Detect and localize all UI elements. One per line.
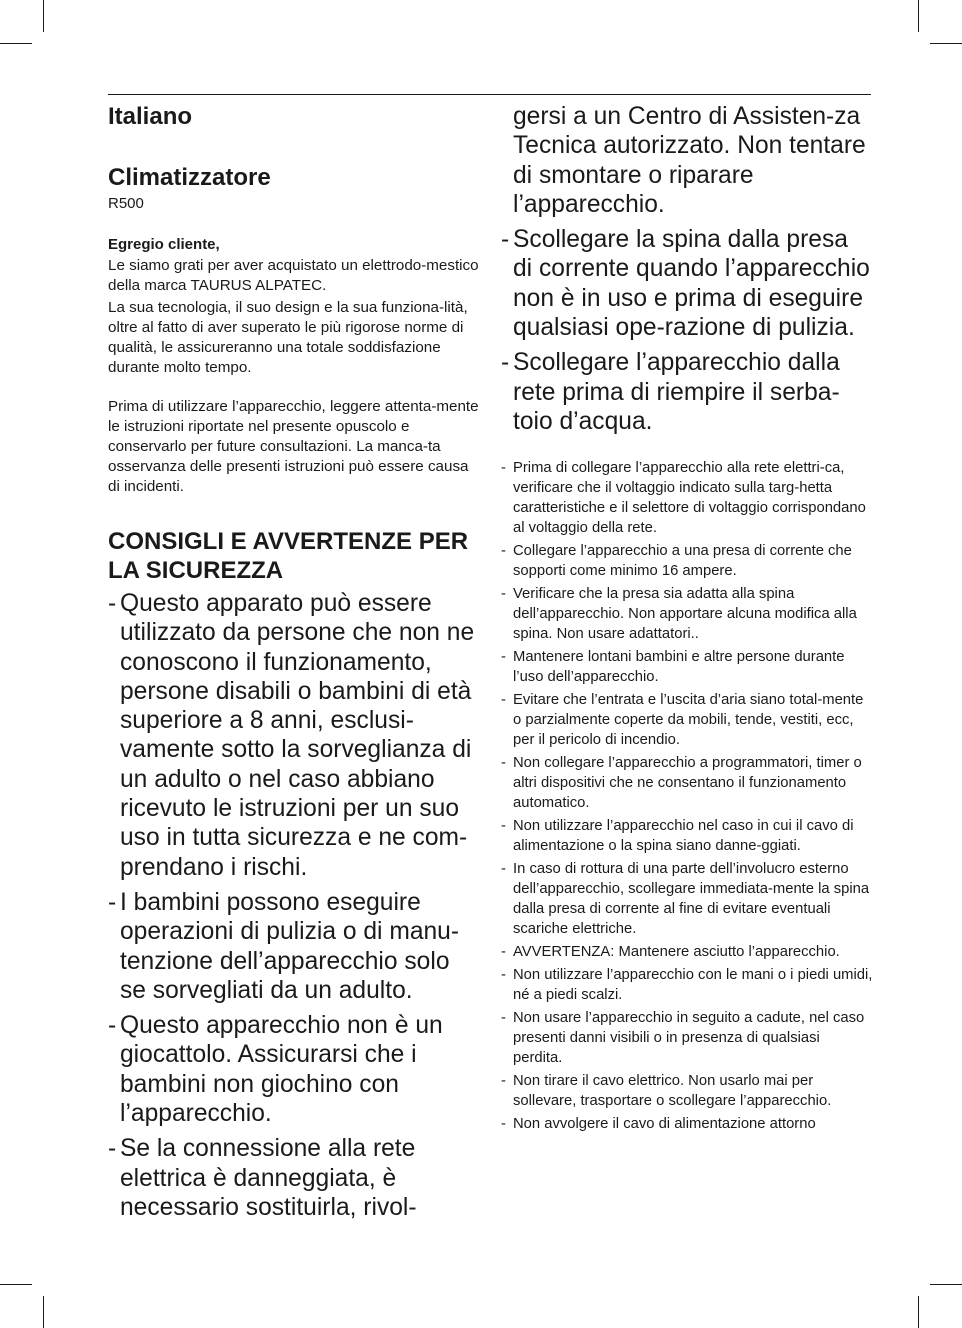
list-item: - Non usare l’apparecchio in seguito a cadute, nel caso presenti danni visibili o in presenza di qualsiasi perdita.	[501, 1008, 873, 1068]
crop-mark	[918, 1296, 919, 1328]
list-item: - AVVERTENZA: Mantenere asciutto l’apparecchio.	[501, 942, 873, 962]
small-safety-list	[501, 458, 873, 1134]
crop-mark	[930, 1284, 962, 1285]
list-item-continuation: gersi a un Centro di Assisten-za Tecnica autorizzato. Non tentare di smontare o riparare l’apparecchio.	[513, 103, 866, 218]
crop-mark	[918, 0, 919, 32]
list-item: - Se la connessione alla rete elettrica è danneggiata, è necessario sostituirla, rivol-	[108, 1134, 480, 1222]
list-item: - Questo apparato può essere utilizzato da persone che non ne conoscono il funzionamento, persone disabili o bambini di età superiore a 8 anni, esclusi-vamente sotto la sorveglianza di un adulto o nel caso abbiano ricevuto le istruzioni per un suo uso in tutta sicurezza e ne com-prendano i rischi.	[108, 589, 480, 882]
list-item: - Collegare l’apparecchio a una presa di corrente che sopporti come minimo 16 ampere.	[501, 541, 873, 581]
list-item: - Verificare che la presa sia adatta alla spina dell’apparecchio. Non apportare alcuna modifica alla spina. Non usare adattatori..	[501, 584, 873, 644]
left-column	[108, 102, 480, 1228]
list-item: - Scollegare la spina dalla presa di corrente quando l’apparecchio non è in uso e prima di eseguire qualsiasi ope-razione di pulizia.	[501, 225, 873, 342]
model-number: R500	[108, 195, 144, 212]
list-item: - Non tirare il cavo elettrico. Non usarlo mai per sollevare, trasportare o scollegare l’apparecchio.	[501, 1071, 873, 1111]
intro-paragraph: La sua tecnologia, il suo design e la sua funziona-lità, oltre al fatto di aver superato le più rigorose norme di qualità, le assicureranno una totale soddisfazione durante molto tempo.	[108, 299, 468, 376]
safety-heading: CONSIGLI E AVVERTENZE PER LA SICUREZZA	[108, 528, 469, 584]
list-item: - Questo apparecchio non è un giocattolo. Assicurarsi che i bambini non giochino con l’apparecchio.	[108, 1011, 480, 1128]
list-item: - Prima di collegare l’apparecchio alla rete elettri-ca, verificare che il voltaggio indicato sulla targ-hetta caratteristiche e il selettore di voltaggio corrispondano al voltaggio della rete.	[501, 458, 873, 538]
header-rule	[108, 94, 871, 95]
list-item: - Scollegare l’apparecchio dalla rete prima di riempire il serba-toio d’acqua.	[501, 348, 873, 436]
crop-mark	[43, 0, 44, 32]
list-item: - Non utilizzare l’apparecchio nel caso in cui il cavo di alimentazione o la spina siano danne-ggiati.	[501, 816, 873, 856]
product-title: Climatizzatore	[108, 164, 271, 191]
list-item: - Non collegare l’apparecchio a programmatori, timer o altri dispositivi che ne consentano il funzionamento automatico.	[501, 753, 873, 813]
crop-mark	[43, 1296, 44, 1328]
crop-mark	[930, 43, 962, 44]
list-item: - In caso di rottura di una parte dell’involucro esterno dell’apparecchio, scollegare immediata-mente la spina dalla presa di corrente al fine di evitare eventuali scariche elettriche.	[501, 859, 873, 939]
language-heading: Italiano	[108, 103, 193, 130]
intro-paragraph: Prima di utilizzare l’apparecchio, leggere attenta-mente le istruzioni riportate nel presente opuscolo e conservarlo per future consultazioni. La manca-ta osservanza delle presenti istruzioni può essere causa di incidenti.	[108, 398, 479, 495]
large-safety-list-continued	[501, 102, 873, 436]
list-item: - Non utilizzare l’apparecchio con le mani o i piedi umidi, né a piedi scalzi.	[501, 965, 873, 1005]
large-safety-list	[108, 589, 480, 1222]
crop-mark	[0, 1284, 32, 1285]
list-item: - Mantenere lontani bambini e altre persone durante l’uso dell’apparecchio.	[501, 647, 873, 687]
crop-mark	[0, 43, 32, 44]
intro-paragraph: Le siamo grati per aver acquistato un elettrodo-mestico della marca TAURUS ALPATEC.	[108, 257, 479, 294]
list-item: - Non avvolgere il cavo di alimentazione attorno	[501, 1114, 873, 1134]
right-column	[501, 102, 873, 1137]
greeting: Egregio cliente,	[108, 236, 220, 253]
list-item: - Evitare che l’entrata e l’uscita d’aria siano total-mente o parzialmente coperte da mobili, tende, vestiti, ecc, per il pericolo di incendio.	[501, 690, 873, 750]
list-item: - I bambini possono eseguire operazioni di pulizia o di manu-tenzione dell’apparecchio solo se sorvegliati da un adulto.	[108, 888, 480, 1005]
